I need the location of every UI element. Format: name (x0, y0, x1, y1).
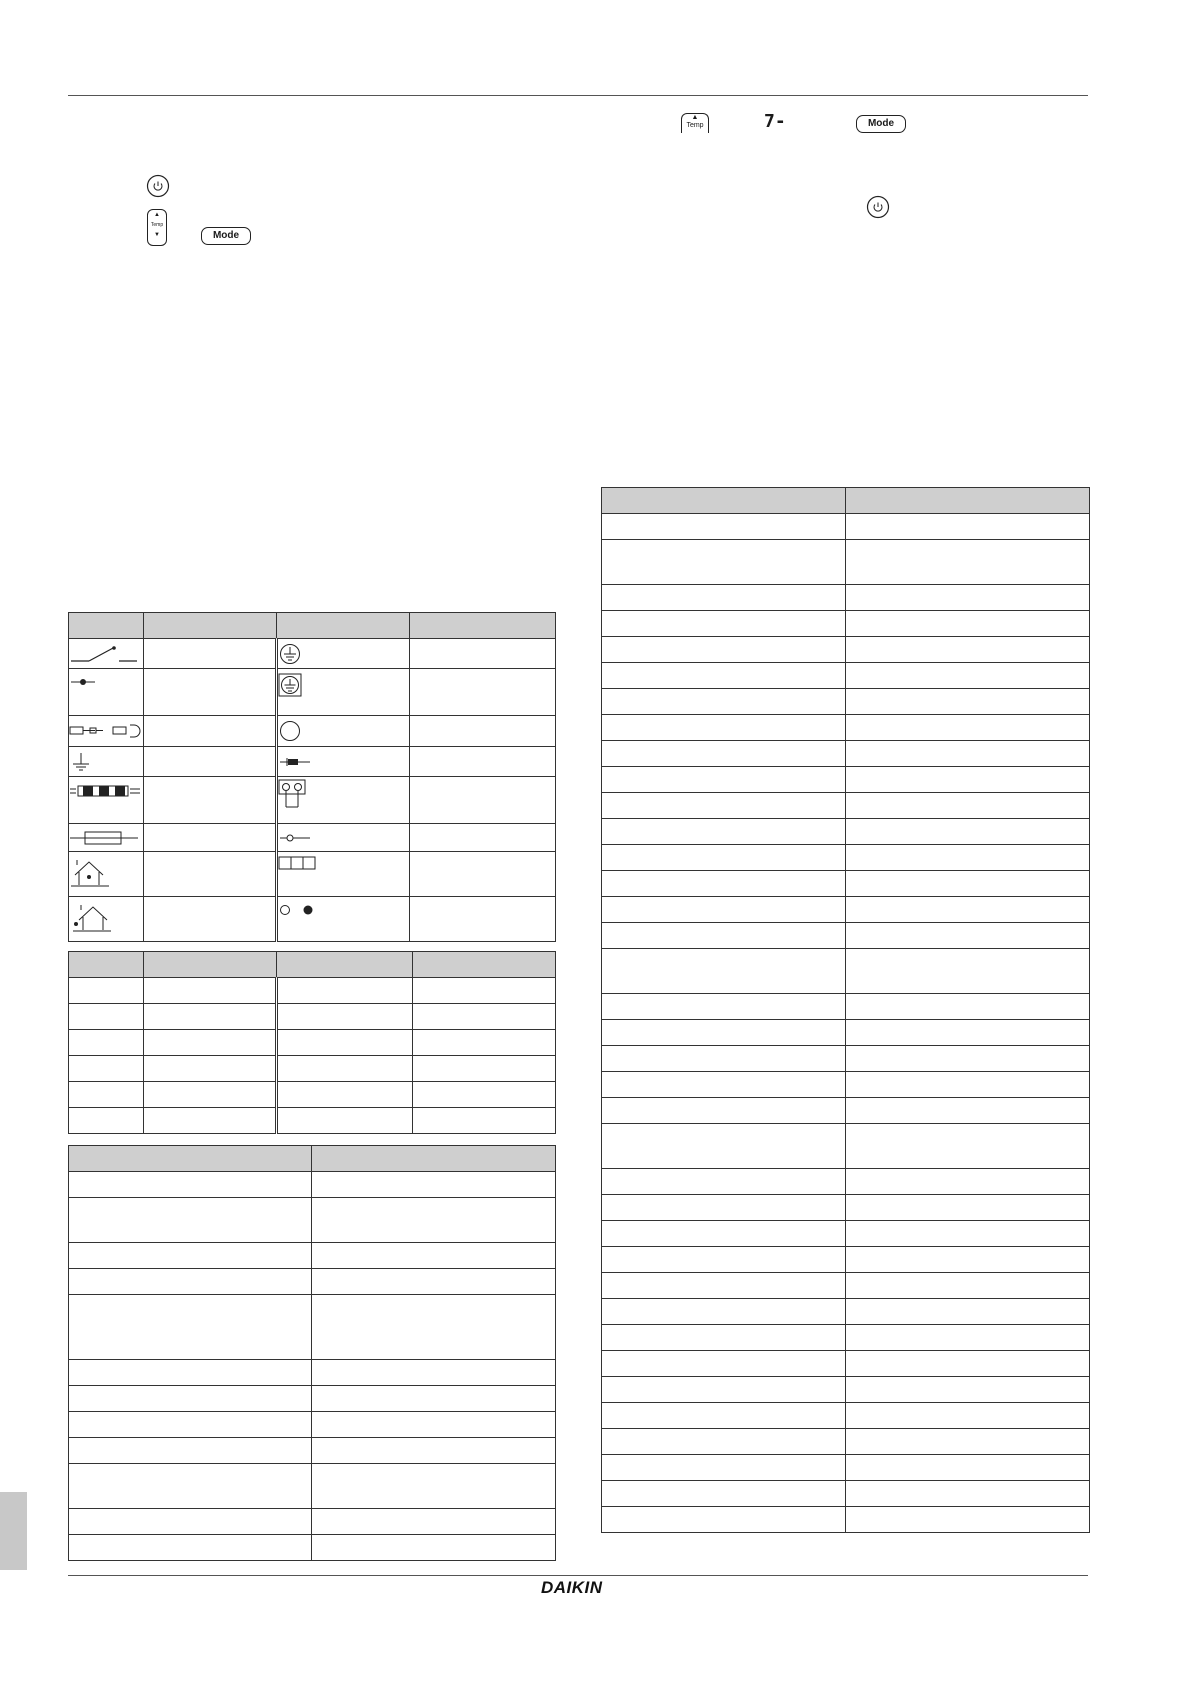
table-cell (69, 1269, 312, 1295)
table-cell (277, 1056, 413, 1082)
table-row (602, 1247, 1090, 1273)
table-cell (410, 897, 556, 942)
table-cell (602, 767, 846, 793)
table-cell (312, 1438, 556, 1464)
table-row (602, 1020, 1090, 1046)
temp-rocker-label: Temp (150, 222, 164, 228)
table-row (69, 1269, 556, 1295)
table-cell (410, 639, 556, 669)
table-row (69, 1509, 556, 1535)
footer-rule (68, 1575, 1088, 1576)
table-row (602, 715, 1090, 741)
terminal-strip-icon (277, 852, 410, 897)
table-row (69, 1535, 556, 1561)
table-cell (602, 1221, 846, 1247)
table-cell (602, 897, 846, 923)
table-cell (602, 637, 846, 663)
table-cell (312, 1198, 556, 1243)
header-rule (68, 95, 1088, 96)
table-cell (602, 994, 846, 1020)
temp-rocker-icon: ▲ Temp ▼ (147, 209, 167, 246)
table-cell (602, 1195, 846, 1221)
table-row (602, 994, 1090, 1020)
table-cell (312, 1172, 556, 1198)
table-cell (144, 669, 277, 716)
table-cell (846, 1221, 1090, 1247)
circle-symbol-icon (277, 716, 410, 747)
table-cell (312, 1386, 556, 1412)
header-cell (144, 952, 277, 978)
table-cell (410, 716, 556, 747)
table-cell (846, 871, 1090, 897)
table-cell (846, 741, 1090, 767)
table-cell (602, 1507, 846, 1533)
table-cell (846, 1455, 1090, 1481)
table-cell (413, 1056, 556, 1082)
table-cell (312, 1509, 556, 1535)
table-cell (413, 1082, 556, 1108)
mode-button-icon: Mode (201, 227, 251, 245)
table-cell (69, 1509, 312, 1535)
table-row (602, 611, 1090, 637)
table-cell (312, 1464, 556, 1509)
table-cell (602, 845, 846, 871)
table-cell (846, 1351, 1090, 1377)
table-cell (413, 1030, 556, 1056)
table-row (602, 949, 1090, 994)
header-cell (277, 952, 413, 978)
field-wiring-icon (69, 777, 144, 824)
table-cell (277, 1082, 413, 1108)
table-cell (144, 639, 277, 669)
header-cell (69, 952, 144, 978)
table-cell (69, 1056, 144, 1082)
table-row (602, 1169, 1090, 1195)
table-cell (602, 793, 846, 819)
table-cell (144, 1082, 277, 1108)
table-cell (410, 824, 556, 852)
header-cell (846, 488, 1090, 514)
power-icon (866, 195, 890, 219)
table-cell (602, 1247, 846, 1273)
diode-symbol-icon (277, 747, 410, 777)
table-row (69, 1243, 556, 1269)
table-cell (312, 1360, 556, 1386)
table-row (69, 1464, 556, 1509)
table-cell (602, 585, 846, 611)
terminal-symbol-icon (277, 824, 410, 852)
table-cell (602, 1455, 846, 1481)
header-cell (69, 1146, 312, 1172)
earth-terminal-icon (277, 639, 410, 669)
table-cell (144, 1108, 277, 1134)
table-cell (846, 1020, 1090, 1046)
table-cell (846, 585, 1090, 611)
table-row (602, 741, 1090, 767)
temp-button-icon: ▲ Temp (681, 113, 709, 133)
table-cell (846, 819, 1090, 845)
table-cell (602, 923, 846, 949)
table-row (602, 585, 1090, 611)
table-cell (602, 1403, 846, 1429)
table-cell (410, 777, 556, 824)
table-row (602, 1455, 1090, 1481)
table-row (602, 1325, 1090, 1351)
table-cell (69, 1082, 144, 1108)
table-row (602, 1098, 1090, 1124)
table-cell (846, 1481, 1090, 1507)
table-cell (846, 949, 1090, 994)
header-cell (312, 1146, 556, 1172)
left-legend-table (68, 1145, 556, 1561)
table-row (69, 1386, 556, 1412)
table-cell (846, 1124, 1090, 1169)
table-row (602, 1124, 1090, 1169)
table-cell (410, 852, 556, 897)
table-cell (602, 1299, 846, 1325)
table-cell (144, 897, 277, 942)
table-cell (602, 1325, 846, 1351)
table-row (602, 1195, 1090, 1221)
mode-button-icon: Mode (856, 115, 906, 133)
table-cell (602, 689, 846, 715)
code-table (68, 951, 556, 1134)
table-cell (69, 1360, 312, 1386)
table-cell (69, 978, 144, 1004)
table-cell (846, 1046, 1090, 1072)
table-row (602, 1403, 1090, 1429)
table-cell (846, 1377, 1090, 1403)
table-cell (846, 540, 1090, 585)
table-cell (144, 1030, 277, 1056)
switch-symbol-icon (69, 639, 144, 669)
table-cell (69, 1295, 312, 1360)
header-cell (410, 613, 556, 639)
table-cell (602, 1072, 846, 1098)
table-cell (602, 1273, 846, 1299)
table-row (602, 540, 1090, 585)
table-cell (312, 1412, 556, 1438)
table-row (69, 1295, 556, 1360)
header-cell (277, 613, 410, 639)
table-cell (602, 1020, 846, 1046)
protective-earth-icon (277, 669, 410, 716)
table-row (602, 845, 1090, 871)
display-code-icon: 7- (764, 111, 786, 132)
table-cell (277, 1108, 413, 1134)
table-cell (846, 1195, 1090, 1221)
table-cell (69, 1108, 144, 1134)
table-cell (846, 1403, 1090, 1429)
table-cell (602, 1124, 846, 1169)
table-row (602, 514, 1090, 540)
table-row (69, 1198, 556, 1243)
table-cell (602, 1169, 846, 1195)
table-cell (69, 1172, 312, 1198)
header-cell (144, 613, 277, 639)
outdoor-unit-icon (69, 897, 144, 942)
table-cell (846, 514, 1090, 540)
table-cell (846, 1507, 1090, 1533)
table-row (602, 1299, 1090, 1325)
header-cell (69, 613, 144, 639)
table-cell (846, 845, 1090, 871)
table-cell (410, 747, 556, 777)
table-cell (69, 1535, 312, 1561)
table-cell (602, 1351, 846, 1377)
table-cell (602, 1098, 846, 1124)
table-cell (846, 767, 1090, 793)
table-cell (846, 1247, 1090, 1273)
table-row (602, 1507, 1090, 1533)
table-cell (846, 663, 1090, 689)
table-row (602, 1046, 1090, 1072)
table-cell (846, 897, 1090, 923)
table-cell (69, 1243, 312, 1269)
table-row (602, 819, 1090, 845)
table-cell (602, 949, 846, 994)
table-cell (69, 1438, 312, 1464)
connector-symbol-icon (69, 716, 144, 747)
table-cell (846, 1169, 1090, 1195)
table-row (602, 689, 1090, 715)
table-cell (144, 777, 277, 824)
table-cell (144, 824, 277, 852)
table-cell (602, 514, 846, 540)
table-cell (312, 1535, 556, 1561)
table-row (69, 1438, 556, 1464)
table-cell (144, 1004, 277, 1030)
indoor-unit-icon (69, 852, 144, 897)
relay-connector-icon (277, 777, 410, 824)
table-cell (846, 994, 1090, 1020)
table-cell (602, 871, 846, 897)
table-row (602, 767, 1090, 793)
table-cell (144, 747, 277, 777)
table-cell (69, 1030, 144, 1056)
table-cell (602, 1429, 846, 1455)
brand-logo: DAIKIN (541, 1578, 603, 1597)
table-row (602, 871, 1090, 897)
table-cell (846, 1072, 1090, 1098)
table-cell (602, 741, 846, 767)
table-cell (846, 1273, 1090, 1299)
table-cell (602, 1481, 846, 1507)
table-cell (846, 1299, 1090, 1325)
connection-dot-icon (69, 669, 144, 716)
table-row (602, 1072, 1090, 1098)
right-legend-table (601, 487, 1090, 1533)
table-cell (312, 1295, 556, 1360)
table-cell (413, 1004, 556, 1030)
table-cell (277, 1030, 413, 1056)
table-cell (602, 611, 846, 637)
table-cell (69, 1464, 312, 1509)
table-cell (602, 540, 846, 585)
table-row (602, 1273, 1090, 1299)
table-cell (69, 1198, 312, 1243)
table-cell (602, 715, 846, 741)
header-cell (413, 952, 556, 978)
table-row (602, 923, 1090, 949)
fuse-symbol-icon (69, 824, 144, 852)
ground-symbol-icon (69, 747, 144, 777)
table-cell (602, 819, 846, 845)
table-cell (413, 1108, 556, 1134)
table-cell (846, 1325, 1090, 1351)
header-cell (602, 488, 846, 514)
table-cell (312, 1243, 556, 1269)
table-cell (144, 716, 277, 747)
table-cell (846, 715, 1090, 741)
table-cell (144, 852, 277, 897)
table-row (602, 897, 1090, 923)
table-cell (846, 923, 1090, 949)
table-cell (413, 978, 556, 1004)
temp-button-label: Temp (686, 122, 704, 129)
table-cell (410, 669, 556, 716)
table-row (602, 1221, 1090, 1247)
table-cell (69, 1412, 312, 1438)
table-cell (846, 689, 1090, 715)
table-cell (602, 1046, 846, 1072)
side-tab (0, 1492, 27, 1570)
table-row (602, 1429, 1090, 1455)
table-cell (69, 1004, 144, 1030)
table-cell (846, 1429, 1090, 1455)
table-row (69, 1172, 556, 1198)
table-cell (846, 637, 1090, 663)
table-row (602, 637, 1090, 663)
table-row (69, 1360, 556, 1386)
table-cell (144, 978, 277, 1004)
table-cell (602, 1377, 846, 1403)
table-cell (602, 663, 846, 689)
table-row (69, 1412, 556, 1438)
terminal-pair-icon (277, 897, 410, 942)
table-cell (277, 1004, 413, 1030)
table-row (602, 793, 1090, 819)
table-cell (846, 793, 1090, 819)
table-cell (312, 1269, 556, 1295)
table-cell (846, 1098, 1090, 1124)
table-cell (277, 978, 413, 1004)
table-row (602, 1351, 1090, 1377)
power-icon (146, 174, 170, 198)
table-row (602, 1377, 1090, 1403)
table-row (602, 1481, 1090, 1507)
table-row (602, 663, 1090, 689)
table-cell (846, 611, 1090, 637)
table-cell (144, 1056, 277, 1082)
table-cell (69, 1386, 312, 1412)
symbol-table (68, 612, 556, 942)
